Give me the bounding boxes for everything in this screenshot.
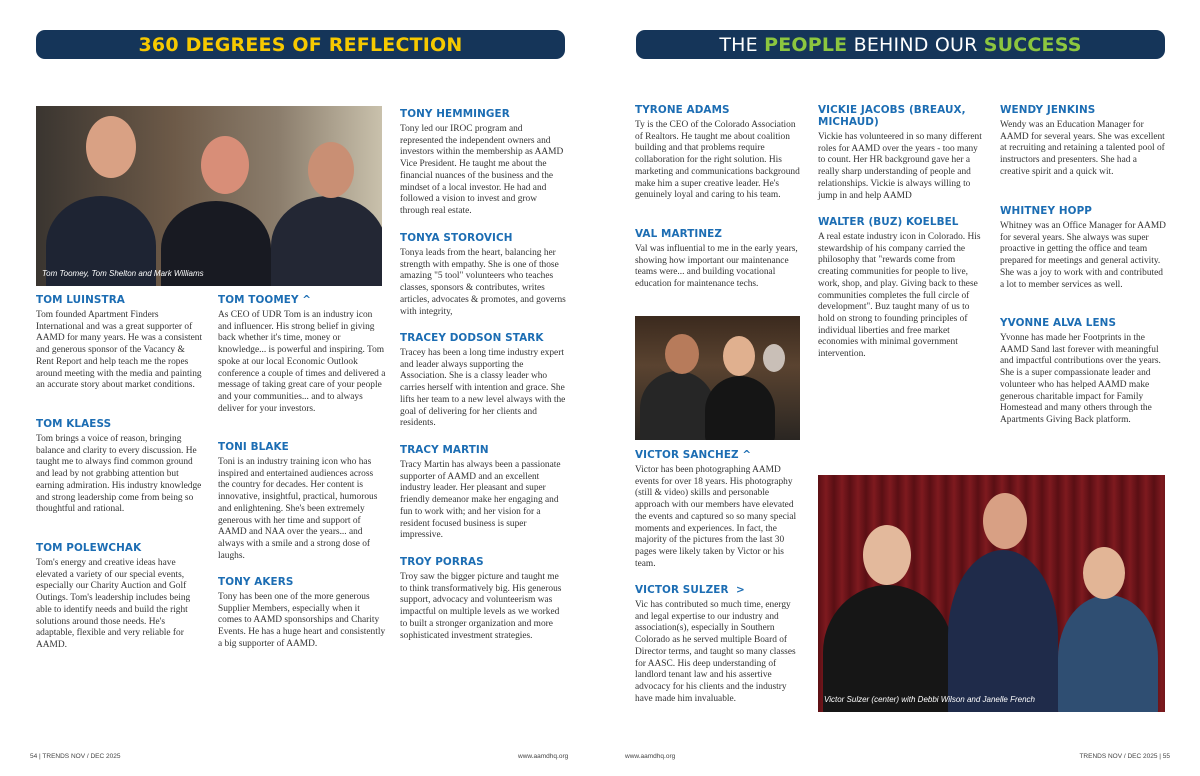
photo-caption: Tom Toomey, Tom Shelton and Mark Williams	[42, 269, 204, 278]
entry-name: TOM KLAESS	[36, 418, 112, 430]
entry-text: Vickie has volunteered in so many different roles for AAMD over the years - too many to count. Her HR background gave her a really sharp understanding of people and relationships. Vickie is always willing to jump in and help AAMD	[818, 132, 982, 201]
entry-text: Tracey has been a long time industry expert and leader always supporting the Association. She is a classy leader who carries herself with intention and grace. She lifts her team to a new level always with the goal of delivering for her clients and residents.	[400, 348, 566, 429]
banner-part: THE	[719, 33, 765, 56]
photo-caption: Victor Sulzer (center) with Debbi Wilson and Janelle French	[824, 695, 1035, 704]
entry-text: Tom's energy and creative ideas have elevated a variety of our special events, especially our Charity Auction and Golf Outings. Tom's leadership includes being able to identify needs and build the right solutions around those needs. He's adaptable, flexible and very reliable for AAMD.	[36, 558, 191, 650]
entry-text: As CEO of UDR Tom is an industry icon and influencer. His strong belief in giving back whether it's time, money or knowledge... is powerful and inspiring. Tom spoke at our local Economic Outlook conference a couple of times and delivered a message of taking great care of your people and your communities... and to always deliver for your investors.	[218, 310, 386, 414]
banner-highlight: SUCCESS	[983, 33, 1082, 56]
tribute-entry	[1000, 205, 1168, 291]
tribute-entry	[635, 104, 803, 202]
entry-name: WENDY JENKINS	[1000, 104, 1096, 116]
entry-name: VICTOR SULZER >	[635, 584, 745, 596]
tribute-entry	[635, 228, 803, 291]
tribute-entry	[400, 556, 568, 642]
entry-name: WALTER (BUZ) KOELBEL	[818, 216, 959, 228]
left-page-footer: 54 | TRENDS NOV / DEC 2025	[30, 753, 121, 760]
entry-text: A real estate industry icon in Colorado. His stewardship of his company carried the philosophy that "rewards come from creating communities for people to live, work, shop, and play. Giving back to these communities completes the full circle of development". Buz taught many of us to hold on strong to founding principles of individual liberties and free market economies with minimal government intervention.	[818, 232, 981, 360]
entry-text: Whitney was an Office Manager for AAMD for several years. She always was super proactive in getting the office and team prepared for meetings and general activity. She was a joy to work with and contributed a lot to member services as well.	[1000, 221, 1166, 290]
entry-text: Yvonne has made her Footprints in the AAMD Sand last forever with meaningful and impactful contributions over the years. She is a super compassionate leader and volunteer who has helped AAMD make generous charitable impact for Family Homestead and many others through the Apartments Giving Back platform.	[1000, 333, 1161, 425]
tribute-entry	[635, 584, 803, 705]
tribute-entry	[635, 449, 803, 570]
banner-title: 360 DEGREES OF REFLECTION	[138, 33, 463, 56]
entry-name: YVONNE ALVA LENS	[1000, 317, 1117, 329]
tribute-entry	[218, 441, 386, 562]
tribute-entry	[818, 216, 986, 361]
entry-name: TONYA STOROVICH	[400, 232, 513, 244]
entry-text: Tom founded Apartment Finders International and was a great supporter of AAMD for many years. He was a consistent and generous sponsor of the Vacancy & Rent Report and help teach me the ropes around meeting with the media and painting an accurate story about market conditions.	[36, 310, 203, 391]
entry-name: TONY AKERS	[218, 576, 294, 588]
left-page-url[interactable]: www.aamdhq.org	[518, 753, 569, 760]
entry-name: VAL MARTINEZ	[635, 228, 723, 240]
entry-text: Toni is an industry training icon who has inspired and entertained audiences across the country for decades. Her content is innovative, insightful, practical, humorous and enlightening. She's been extremely generous with her time and support of AAMD and NAA over the years... and always with a smile and a strong dose of laughs.	[218, 457, 378, 561]
entry-text: Vic has contributed so much time, energy and legal expertise to our industry and association(s), especially in Southern Colorado as he served multiple Board of Director terms, and taught so many classes for AASC. His deep understanding of landlord tenant law and his assertive advocacy for his clients and the industry have made him invaluable.	[635, 600, 796, 704]
entry-name: TOM LUINSTRA	[36, 294, 125, 306]
tribute-entry	[218, 576, 386, 651]
tribute-entry	[400, 108, 568, 218]
tribute-entry	[36, 418, 204, 516]
entry-text: Tony has been one of the more generous Supplier Members, especially when it comes to AAMD sponsorships and Charity Events. He has a huge heart and consistently a big supporter of AAMD.	[218, 592, 386, 649]
tribute-entry	[36, 542, 204, 652]
right-page-banner	[636, 30, 1165, 59]
photo-victor-sulzer-award	[818, 475, 1165, 712]
banner-part: BEHIND OUR	[847, 33, 984, 56]
tribute-entry	[36, 294, 204, 392]
entry-text: Tony led our IROC program and represented the independent owners and investors within the membership as AAMD Vice President. He taught me about the financial nuances of the business and the mindset of a local investor. He had and followed a vision to invest and grow through real estate.	[400, 124, 564, 216]
entry-name: VICTOR SANCHEZ ^	[635, 449, 752, 461]
entry-name: TROY PORRAS	[400, 556, 484, 568]
group-photo-toomey-shelton-williams	[36, 106, 382, 286]
tribute-entry	[818, 104, 986, 202]
entry-name: TRACY MARTIN	[400, 444, 489, 456]
entry-text: Wendy was an Education Manager for AAMD for several years. She was excellent at recruiting and retaining a talented pool of instructors and presenters. She had a creative spirit and a quick wit.	[1000, 120, 1165, 177]
tribute-entry	[1000, 317, 1168, 427]
entry-text: Val was influential to me in the early years, showing how important our maintenance teams were... and building vocational education for maintenance techs.	[635, 244, 798, 290]
entry-name: TYRONE ADAMS	[635, 104, 730, 116]
photo-event-guests	[635, 316, 800, 440]
left-page-banner	[36, 30, 565, 59]
tribute-entry	[1000, 104, 1168, 179]
tribute-entry	[218, 294, 386, 415]
entry-name: TOM TOOMEY ^	[218, 294, 312, 306]
entry-text: Tonya leads from the heart, balancing her strength with empathy. She is one of those amazing "5 tool" volunteers who teaches classes, sponsors & contributes, writes articles, advocates & promotes, and governs with integrity,	[400, 248, 566, 317]
entry-text: Victor has been photographing AAMD events for over 18 years. His photography (still & video) skills and personable approach with our members have elevated the events and captured so so many special moments and experiences. In fact, the majority of the pictures from the last 30 pages were likely taken by Victor or his team.	[635, 465, 797, 569]
entry-name: TONI BLAKE	[218, 441, 289, 453]
tribute-entry	[400, 232, 568, 318]
tribute-entry	[400, 332, 568, 430]
entry-name: TRACEY DODSON STARK	[400, 332, 544, 344]
banner-highlight: PEOPLE	[764, 33, 848, 56]
entry-name: WHITNEY HOPP	[1000, 205, 1093, 217]
right-page-footer: TRENDS NOV / DEC 2025 | 55	[1079, 753, 1170, 760]
right-page-url[interactable]: www.aamdhq.org	[625, 753, 676, 760]
entry-name: TONY HEMMINGER	[400, 108, 510, 120]
tribute-entry	[400, 444, 568, 542]
entry-text: Troy saw the bigger picture and taught me to think transformatively big. His generous support, advocacy and volunteerism was impactful on multiple levels as we worked to built a stronger organization and more sophisticated investment strategies.	[400, 572, 562, 641]
entry-name: TOM POLEWCHAK	[36, 542, 142, 554]
entry-text: Tracy Martin has always been a passionate supporter of AAMD and an excellent industry leader. Her pleasant and super friendly demeanor make her engaging and fun to work with; and her vision for a resident focused business is super impressive.	[400, 460, 561, 541]
entry-text: Tom brings a voice of reason, bringing balance and clarity to every discussion. He taught me to always find common ground and lead by not grabbing attention but earning admiration. His industry knowledge and strong leadership come from being so thoughtful and rational.	[36, 434, 202, 515]
entry-name: VICKIE JACOBS (BREAUX, MICHAUD)	[818, 104, 966, 128]
entry-text: Ty is the CEO of the Colorado Association of Realtors. He taught me about coalition building and that problems require collaboration for the right solution. His marketing and communications background make him a super creative leader. He's genuinely loyal and caring to his team.	[635, 120, 800, 201]
